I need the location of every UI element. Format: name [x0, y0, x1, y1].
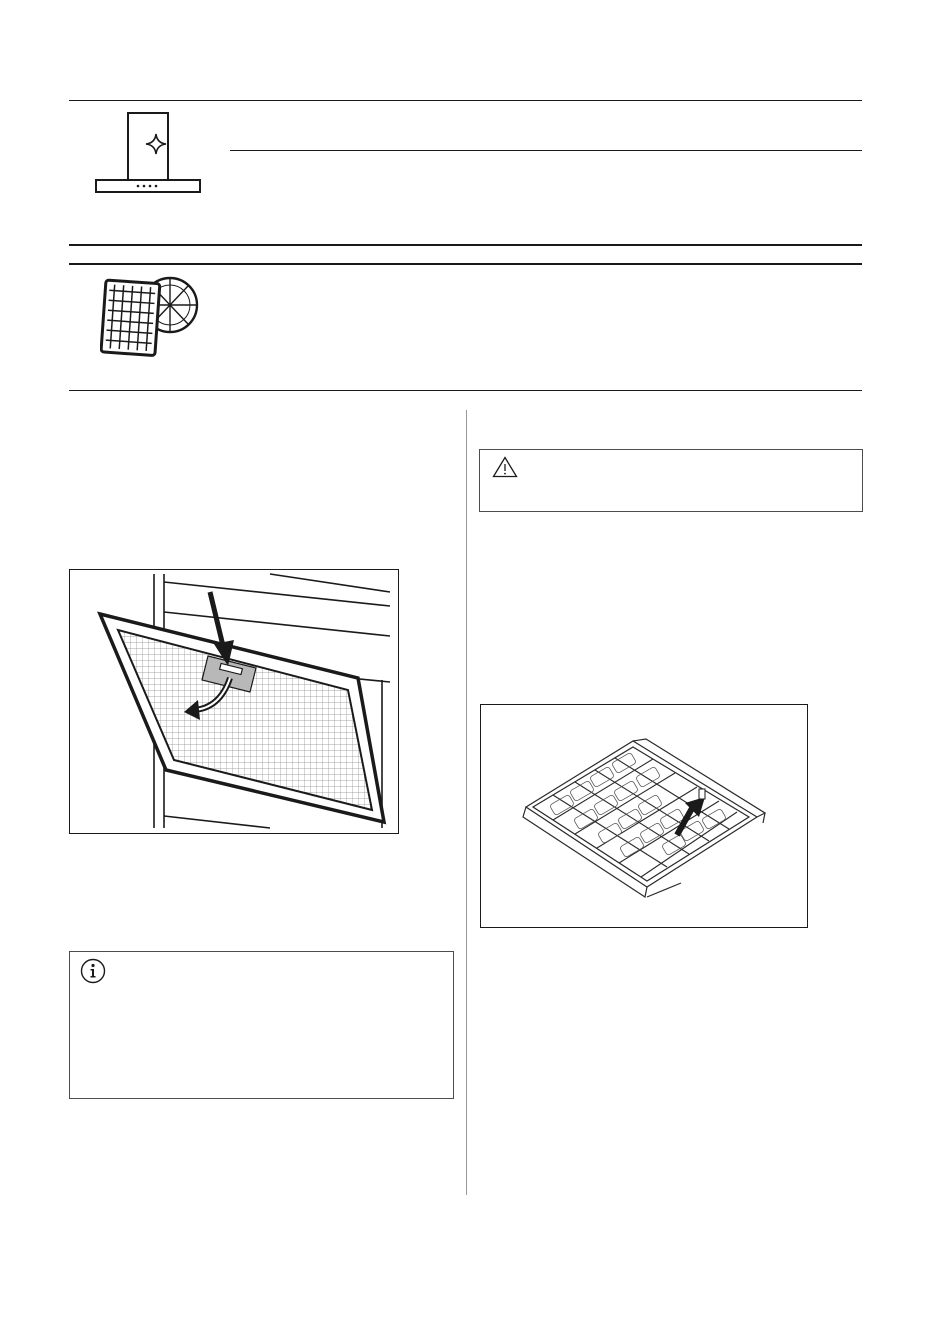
- charcoal-filter-frame-illustration: [480, 704, 808, 928]
- information-icon: [80, 958, 106, 984]
- section-divider-rule: [69, 244, 862, 246]
- section-top-rule-2: [69, 263, 862, 265]
- warning-box: [479, 449, 863, 512]
- section-inner-rule: [230, 150, 862, 151]
- section-bottom-rule: [69, 390, 862, 391]
- section-top-rule: [69, 100, 862, 101]
- cooker-hood-cleaning-icon: [94, 112, 202, 194]
- warning-triangle-icon: [492, 456, 518, 478]
- grease-filter-removal-illustration: [69, 569, 399, 834]
- column-separator: [466, 410, 467, 1195]
- grease-and-charcoal-filter-icon: [100, 272, 200, 358]
- info-box: [69, 951, 454, 1099]
